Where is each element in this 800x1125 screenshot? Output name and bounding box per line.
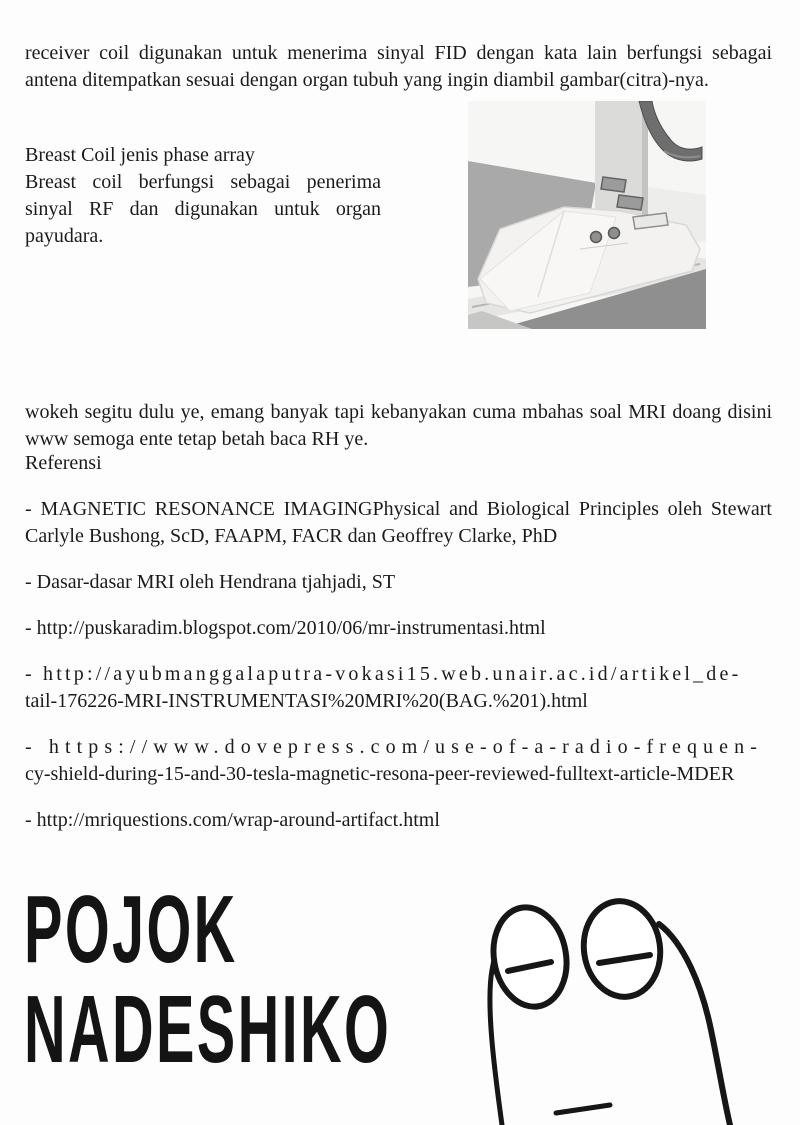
references-list <box>25 496 772 853</box>
reference-url-line: cy-shield-during-15-and-30-tesla-magnetic-resona-peer-reviewed-fulltext-article-MDER <box>25 763 735 785</box>
breast-coil-heading: Breast Coil jenis phase array <box>25 144 255 166</box>
reference-item-puskaradim-url: - http://puskaradim.blogspot.com/2010/06/mr-instrumentasi.html <box>25 617 546 639</box>
meme-face-icon <box>462 872 798 1125</box>
reference-url-line: - https://www.dovepress.com/use-of-a-radio-frequen- <box>25 736 763 758</box>
references-heading: Referensi <box>25 452 102 474</box>
reference-item-tjahjadi: - Dasar-dasar MRI oleh Hendrana tjahjadi, ST <box>25 571 396 593</box>
reference-url-line: tail-176226-MRI-INSTRUMENTASI%20MRI%20(BAG.%201).html <box>25 690 588 712</box>
reference-item-dovepress-url <box>25 734 772 788</box>
breast-coil-photo <box>468 101 706 329</box>
reference-url-line: - http://ayubmanggalaputra-vokasi15.web.unair.ac.id/artikel_de- <box>25 663 742 685</box>
footer-title-line2: NADESHIKO <box>24 976 392 1083</box>
breast-coil-paragraph: Breast coil berfungsi sebagai penerima sinyal RF dan digunakan untuk organ payudara. <box>25 171 381 247</box>
breast-coil-section <box>25 142 381 250</box>
reference-item-mriquestions-url: - http://mriquestions.com/wrap-around-artifact.html <box>25 809 440 831</box>
reference-item-unair-url <box>25 661 772 715</box>
reference-item-bushong: - MAGNETIC RESONANCE IMAGINGPhysical and Biological Principles oleh Stewart Carlyle Bushong, ScD, FAAPM, FACR dan Geoffrey Clarke, PhD <box>25 498 772 547</box>
mri-scanner-photo-illustration <box>468 101 706 329</box>
footer-title-line1: POJOK <box>24 876 238 983</box>
closing-paragraph: wokeh segitu dulu ye, emang banyak tapi kebanyakan cuma mbahas soal MRI doang disini www semoga ente tetap betah baca RH ye. <box>25 401 772 450</box>
intro-paragraph: receiver coil digunakan untuk menerima sinyal FID dengan kata lain berfungsi sebagai antena ditempatkan sesuai dengan organ tubuh yang ingin diambil gambar(citra)-nya. <box>25 42 772 91</box>
mascot-face-illustration <box>462 872 798 1125</box>
